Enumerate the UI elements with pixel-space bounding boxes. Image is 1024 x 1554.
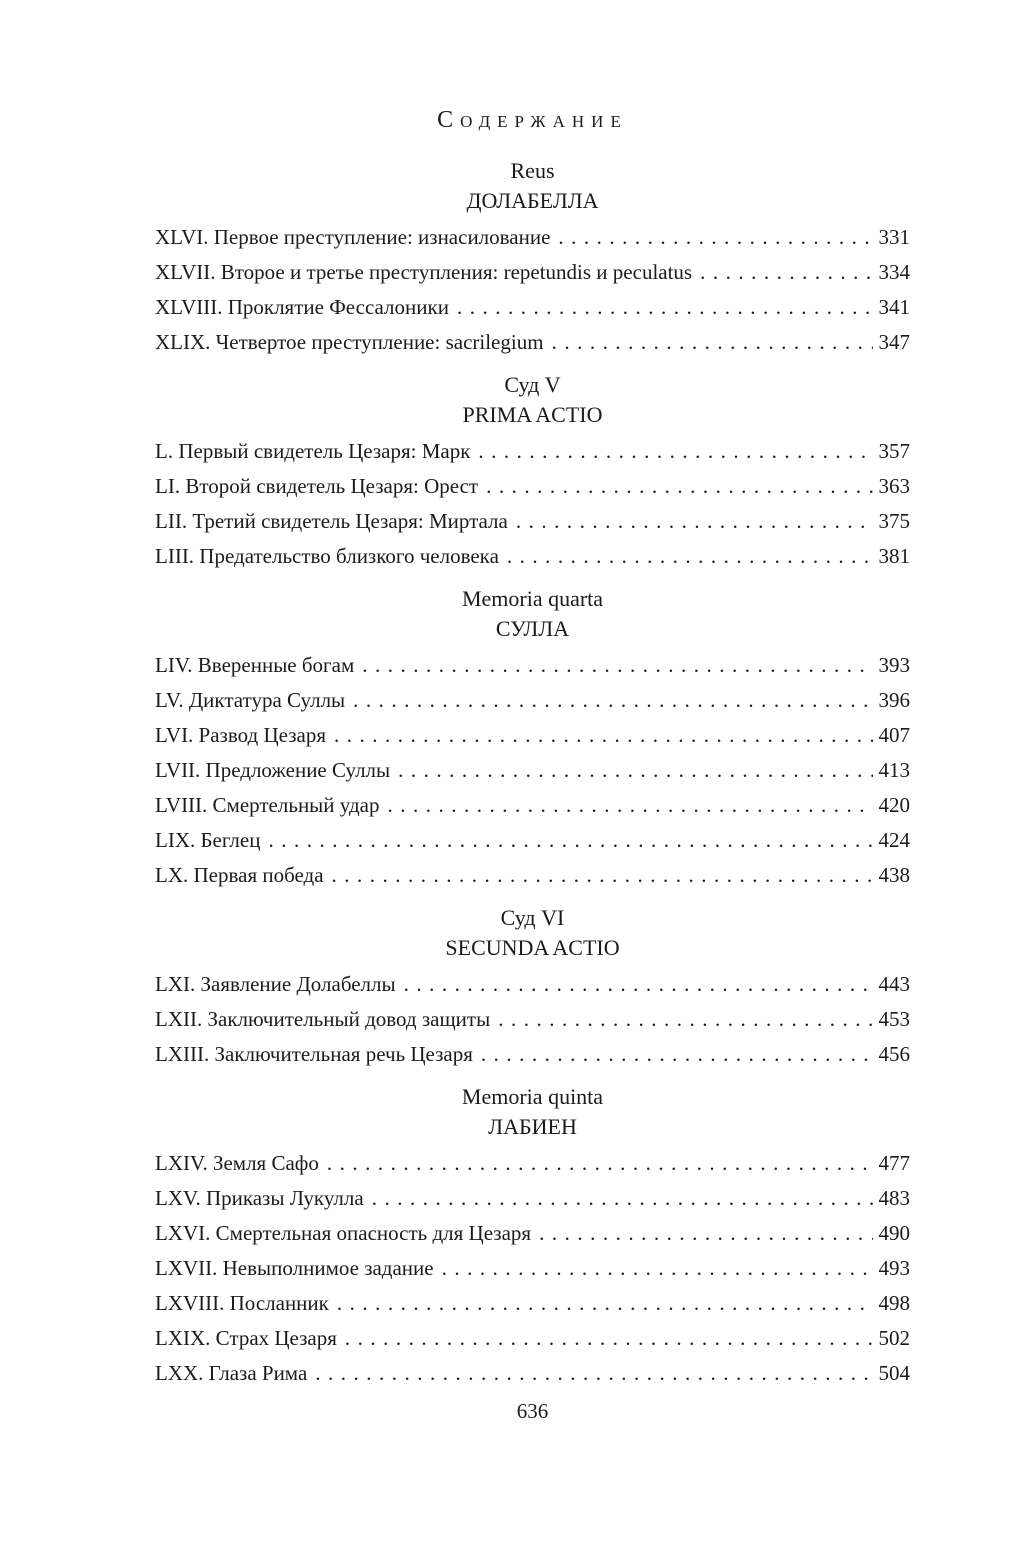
dot-leader [404,967,873,1002]
section-header-title: SECUNDA ACTIO [445,935,620,960]
toc-entry-label: XLVII. Второе и третье преступления: repetundis и peculatus [155,260,693,284]
toc-entry-label: LXII. Заключительный довод защиты [155,1007,491,1031]
toc-entry-page-number: 502 [878,1326,910,1350]
toc-entry [155,1216,910,1251]
footer-page-number: 636 [516,1399,549,1423]
section-header [155,574,910,648]
toc-entry [155,1037,910,1072]
toc-entry-page-number: 341 [878,295,910,319]
section-header-title: СУЛЛА [495,616,570,641]
toc-entry-page-number: 363 [878,474,910,498]
toc-entry-label: LXVI. Смертельная опасность для Цезаря [155,1221,532,1245]
toc-entry [155,1251,910,1286]
toc-entry-page-number: 424 [878,828,910,852]
dot-leader [327,1146,873,1181]
toc-entry-label: LXI. Заявление Долабеллы [155,972,396,996]
dot-leader [539,1216,872,1251]
dot-leader [337,1286,873,1321]
toc-entry-page-number: 357 [878,439,910,463]
toc-entry-label: LX. Первая победа [155,863,324,887]
toc-entry-page-number: 375 [878,509,910,533]
toc-entry [155,1321,910,1356]
dot-leader [345,1321,873,1356]
toc-entry-label: LXIII. Заключительная речь Цезаря [155,1042,473,1066]
toc-section [155,574,910,893]
toc-section [155,893,910,1072]
dot-leader [481,1037,873,1072]
toc-entry-label: XLIX. Четвертое преступление: sacrilegium [155,330,544,354]
toc-entry [155,290,910,325]
toc-entry [155,753,910,788]
toc-sections [155,146,910,1391]
dot-leader [442,1251,873,1286]
toc-entry [155,1181,910,1216]
toc-entry-page-number: 498 [878,1291,910,1315]
toc-entry-page-number: 334 [878,260,910,284]
dot-leader [362,648,872,683]
toc-entry [155,1286,910,1321]
toc-entry-label: LI. Второй свидетель Цезаря: Орест [155,474,479,498]
toc-entry [155,967,910,1002]
toc-entry-page-number: 396 [878,688,910,712]
toc-entry [155,325,910,360]
toc-entry-page-number: 477 [878,1151,910,1175]
toc-entry-label: LVIII. Смертельный удар [155,793,380,817]
section-header-title: ДОЛАБЕЛЛА [466,188,599,213]
toc-entry-page-number: 420 [878,793,910,817]
toc-entry [155,718,910,753]
section-header [155,1072,910,1146]
section-header-subtitle: Суд VI [500,905,565,930]
section-header [155,146,910,220]
page-title: Содержание [437,107,628,133]
dot-leader [387,788,872,823]
toc-entry [155,220,910,255]
toc-entry-page-number: 493 [878,1256,910,1280]
toc-entry [155,1002,910,1037]
toc-entry-label: XLVI. Первое преступление: изнасилование [155,225,551,249]
dot-leader [478,434,872,469]
toc-section [155,360,910,574]
toc-entry [155,648,910,683]
toc-entry-page-number: 504 [878,1361,910,1385]
toc-entry [155,858,910,893]
toc-entry-label: L. Первый свидетель Цезаря: Марк [155,439,471,463]
toc-entry [155,255,910,290]
toc-entry [155,434,910,469]
dot-leader [457,290,873,325]
toc-entry [155,683,910,718]
toc-section [155,146,910,360]
section-header-subtitle: Reus [510,158,555,183]
toc-entry [155,788,910,823]
toc-entry-label: LV. Диктатура Суллы [155,688,346,712]
dot-leader [398,753,872,788]
toc-entry-label: LXVII. Невыполнимое задание [155,1256,434,1280]
toc-entry [155,1146,910,1181]
dot-leader [372,1181,873,1216]
toc-entry-label: LXIV. Земля Сафо [155,1151,319,1175]
section-header-subtitle: Memoria quinta [461,1084,604,1109]
toc-entry-page-number: 443 [878,972,910,996]
toc-entry-label: LII. Третий свидетель Цезаря: Миртала [155,509,508,533]
toc-entry-label: LIV. Вверенные богам [155,653,355,677]
toc-entry-label: LXX. Глаза Рима [155,1361,308,1385]
dot-leader [516,504,873,539]
toc-entry-page-number: 483 [878,1186,910,1210]
toc-entry-label: LIII. Предательство близкого человека [155,544,499,568]
toc-entry [155,469,910,504]
toc-entry-page-number: 331 [878,225,910,249]
dot-leader [353,683,872,718]
toc-entry-page-number: 438 [878,863,910,887]
toc-entry [155,1356,910,1391]
section-header [155,893,910,967]
section-header-subtitle: Суд V [504,372,561,397]
dot-leader [507,539,873,574]
dot-leader [700,255,872,290]
dot-leader [558,220,872,255]
dot-leader [486,469,872,504]
toc-entry-page-number: 393 [878,653,910,677]
toc-entry-page-number: 490 [878,1221,910,1245]
toc-entry-page-number: 381 [878,544,910,568]
toc-entry-label: XLVIII. Проклятие Фессалоники [155,295,449,319]
section-header-title: ЛАБИЕН [488,1114,577,1139]
toc-entry [155,539,910,574]
toc-section [155,1072,910,1391]
dot-leader [498,1002,872,1037]
toc-entry-label: LXIX. Страх Цезаря [155,1326,337,1350]
toc-entry [155,504,910,539]
dot-leader [315,1356,872,1391]
section-header [155,360,910,434]
toc-entry-label: LVII. Предложение Суллы [155,758,391,782]
toc-entry-page-number: 456 [878,1042,910,1066]
toc-entry [155,823,910,858]
toc-entry-page-number: 347 [878,330,910,354]
toc-entry-page-number: 407 [878,723,910,747]
dot-leader [268,823,872,858]
toc-entry-page-number: 453 [878,1007,910,1031]
toc-entry-label: LIX. Беглец [155,828,261,852]
section-header-subtitle: Memoria quarta [461,586,604,611]
toc-entry-page-number: 413 [878,758,910,782]
toc-entry-label: LXVIII. Посланник [155,1291,329,1315]
dot-leader [552,325,873,360]
section-header-title: PRIMA ACTIO [462,402,603,427]
dot-leader [334,718,873,753]
toc-entry-label: LXV. Приказы Лукулла [155,1186,364,1210]
dot-leader [332,858,873,893]
toc-entry-label: LVI. Развод Цезаря [155,723,326,747]
